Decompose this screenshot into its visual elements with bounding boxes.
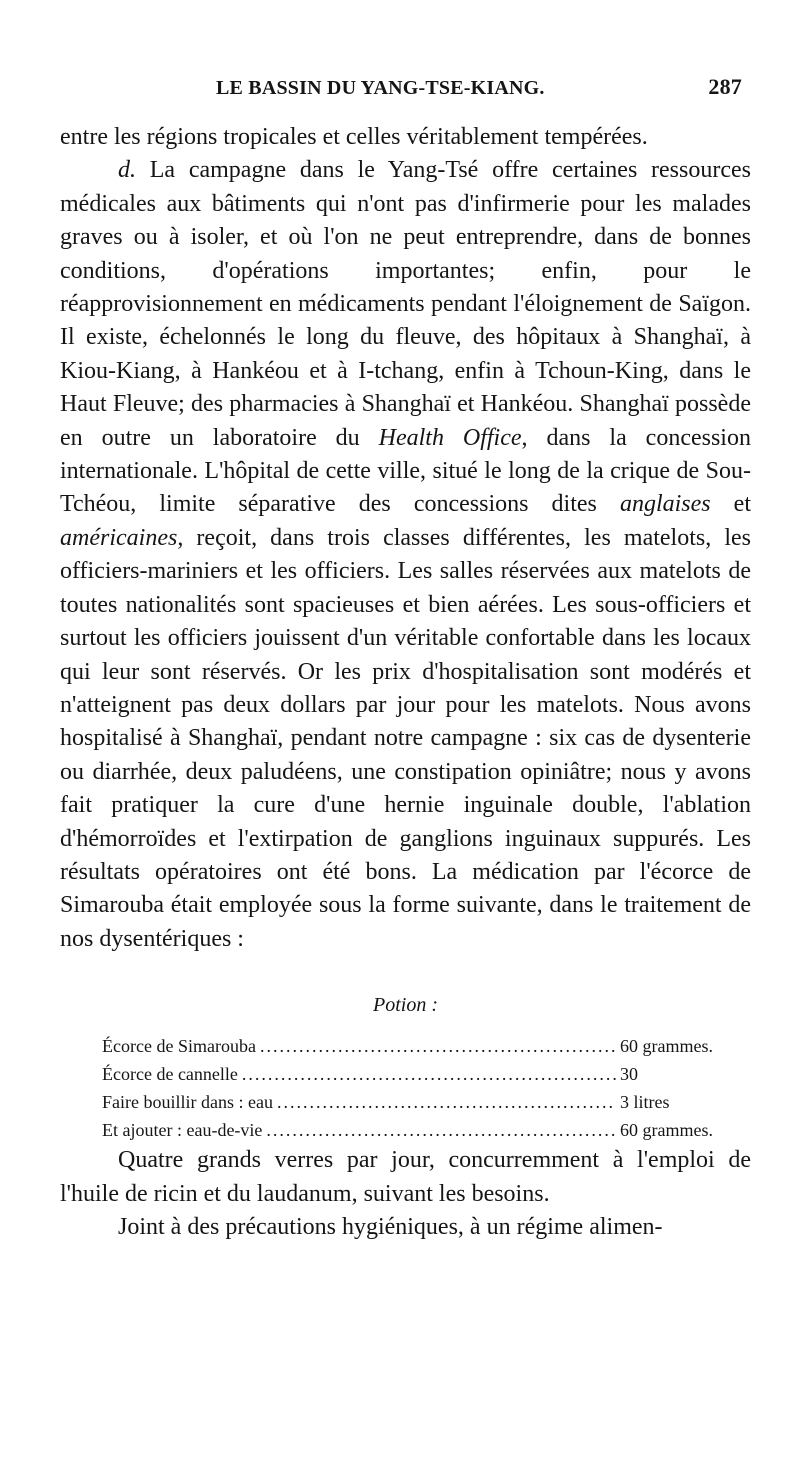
paragraph-d-text-3: et (710, 491, 751, 518)
recipe-ingredient: Faire bouillir dans : eau (102, 1092, 273, 1113)
leader-dots (277, 1088, 616, 1116)
health-office-italic: Health Office (378, 424, 522, 451)
americaines-italic: américaines (60, 524, 178, 551)
running-title: LE BASSIN DU YANG-TSE-KIANG. (216, 77, 545, 99)
section-letter: d. (118, 157, 136, 184)
paragraph-d (60, 154, 751, 956)
recipe-ingredient: Et ajouter : eau-de-vie (102, 1120, 263, 1141)
potion-recipe (102, 1032, 732, 1144)
recipe-quantity: 60 grammes. (620, 1120, 713, 1141)
recipe-row (102, 1060, 732, 1088)
recipe-row (102, 1116, 732, 1144)
recipe-quantity: 3 litres (620, 1092, 670, 1113)
page-number: 287 (708, 74, 742, 99)
recipe-row (102, 1088, 732, 1116)
recipe-row (102, 1032, 732, 1060)
leader-dots (242, 1060, 616, 1088)
leader-dots (260, 1032, 616, 1060)
recipe-ingredient: Écorce de cannelle (102, 1064, 238, 1085)
leader-dots (266, 1116, 616, 1144)
paragraph-continuation: entre les régions tropicales et celles véritablement tempérées. (60, 124, 648, 150)
page-body (60, 121, 751, 1244)
paragraph-regime: Joint à des précautions hygiéniques, à un régime alimen- (118, 1213, 663, 1240)
paragraph-d-text-2: , dans la concession internationale. L'hôpital de cette ville, situé le long de la crique de Sou-Tchéou, limite séparative des concessions dites (60, 424, 751, 518)
recipe-quantity: 60 grammes. (620, 1036, 713, 1057)
running-header (216, 74, 742, 100)
paragraph-d-text-4: , reçoit, dans trois classes différentes, les matelots, les officiers-mariniers et les officiers. Les salles réservées aux matelots de toutes nationalités sont spacieuses et bien aérées. Les sous-officiers et surtout les officiers jouissent d'un véritable confortable dans les locaux qui leur sont réservés. Or les prix d'hospitalisation sont modérés et n'atteignent pas deux dollars par jour pour les matelots. Nous avons hospitalisé à Shanghaï, pendant notre campagne : six cas de dysenterie ou diarrhée, deux paludéens, une constipation opiniâtre; nous y avons fait pratiquer la cure d'une hernie inguinale double, l'ablation d'hémorroïdes et l'extirpation de ganglions inguinaux suppurés. Les résultats opératoires ont été bons. La médication par l'écorce de Simarouba était employée sous la forme suivante, dans le traitement de nos dysentériques : (60, 524, 751, 952)
recipe-quantity: 30 (620, 1064, 638, 1085)
recipe-ingredient: Écorce de Simarouba (102, 1036, 256, 1057)
potion-title: Potion : (373, 994, 438, 1017)
paragraph-dosage: Quatre grands verres par jour, concurremment à l'emploi de l'huile de ricin et du laudanum, suivant les besoins. (60, 1147, 751, 1207)
anglaises-italic: anglaises (619, 491, 711, 518)
paragraph-d-text-1: La campagne dans le Yang-Tsé offre certaines ressources médicales aux bâtiments qui n'ont pas d'infirmerie pour les malades graves ou à isoler, et où l'on ne peut entreprendre, dans de bonnes conditions, d'opérations importantes; enfin, pour le réapprovisionnement en médicaments pendant l'éloignement de Saïgon. Il existe, échelonnés le long du fleuve, des hôpitaux à Shanghaï, à Kiou-Kiang, à Hankéou et à I-tchang, enfin à Tchoun-King, dans le Haut Fleuve; des pharmacies à Shanghaï et Hankéou. Shanghaï possède en outre un laboratoire du (60, 157, 751, 451)
